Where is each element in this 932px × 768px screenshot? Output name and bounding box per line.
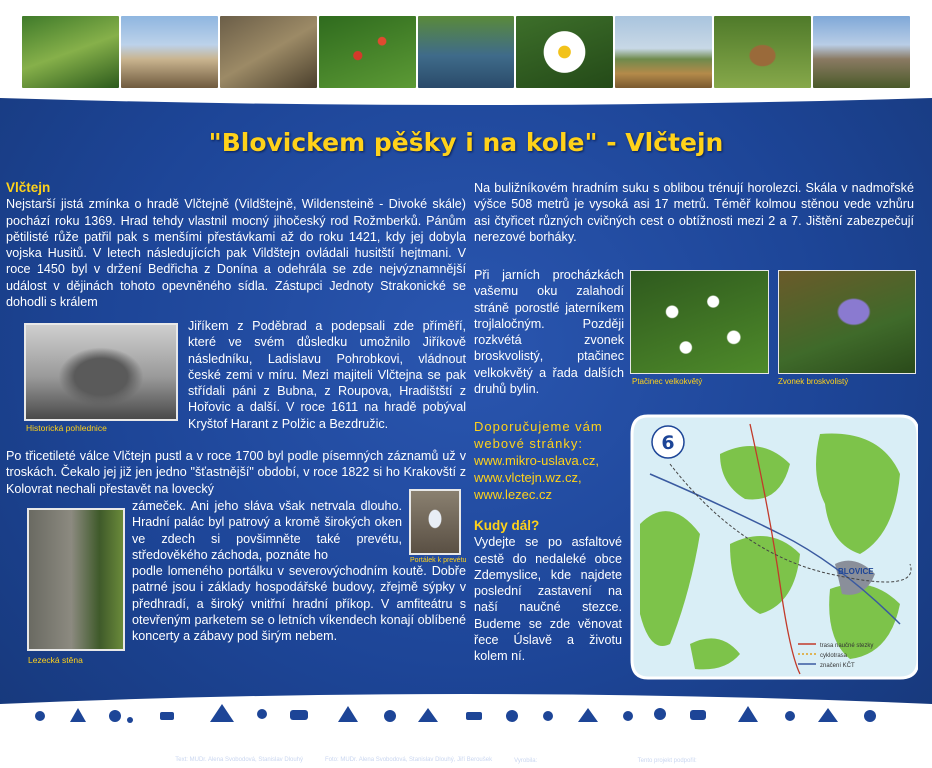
map-stop-number: 6: [661, 432, 675, 454]
next-paragraph: Vydejte se po asfaltové cestě do nedaleké obce Zdemyslice, kde najdete poslední zastavení na naší naučné stezce. Budeme se zde věnovat řece Úslavě a životu kolem ní.: [474, 535, 622, 664]
photo-strip: [22, 16, 910, 88]
history-paragraph-2: Po třicetileté válce Vlčtejn pustl a v roce 1700 byl podle písemných záznamů už v troskách. Čekalo jej již jen jedno "šťastnější" období, v roce 1822 si ho Krakovští z Kolovrat nechali přestavět na lovecký: [6, 449, 466, 496]
trail-map: [630, 414, 918, 680]
recommend-block: [474, 418, 624, 503]
history-paragraph-1: Nejstarší jistá zmínka o hradě Vlčtejně (Vildštejně, Wildensteině - Divoké skále) pochází roku 1369. Hrad tehdy vlastnil mocný jihočeský rod Rožmberků. Pánům pětilisté růže patřil pak s menšími přestávkami až do roku 1421, kdy jej dobyla vojska Husitů. V letech následujících pak Vildštejn ovládali husitští hejtmani. V roce 1450 byl v držení Bedřicha z Donína a odehrála se zde nejvýznamnější událost v dějinách tohoto opevněného sídla. Zástupci Jednoty Strakonické se dohodli s králem: [6, 197, 466, 310]
link-mikro-uslava[interactable]: www.mikro-uslava.cz,: [474, 453, 599, 468]
history-paragraph-2b: zámeček. Ani jeho sláva však netrvala dlouho. Hradní palác byl patrový a kromě širokých oken ve zdech si povšimněte také prevétu, středověkého záchoda, poznáte ho: [132, 499, 402, 562]
map-legend-trail: trasa naučné stezky: [820, 643, 874, 649]
photo-landscape: [615, 16, 712, 88]
credit-text: Text: MUDr. Alena Svobodová, Stanislav Dlouhý: [175, 757, 304, 763]
flower-photo-stellaria: [630, 270, 769, 374]
climbing-wall-photo: [27, 508, 125, 651]
credit-made-label: Vyrobila:: [514, 757, 538, 764]
credit-producer: [514, 757, 616, 764]
next-heading: Kudy dál?: [474, 518, 540, 533]
next-block: [474, 518, 622, 665]
link-vlctejn[interactable]: www.vlctejn.wz.cz,: [474, 470, 582, 485]
flower-photo-campanula: [778, 270, 916, 374]
recommend-text: Doporučujeme vám webové stránky:: [474, 419, 603, 451]
map-legend-kct: značení KČT: [820, 663, 855, 669]
photo-strawberries: [319, 16, 416, 88]
photo-castle-ruin: [813, 16, 910, 88]
caption-flower-1: Ptačinec velkokvětý: [632, 377, 703, 386]
left-column: [6, 180, 466, 310]
historical-postcard-photo: [24, 323, 178, 421]
map-town-label: BLOVICE: [838, 567, 874, 576]
flora-paragraph: Při jarních procházkách vašemu oku zalahodí stráně porostlé jaterníkem trojlaločným. Později rozkvétá zvonek broskvolistý, ptačinec velkokvětý a řada dalších druhů bylin.: [474, 268, 624, 397]
caption-postcard: Historická pohlednice: [26, 423, 107, 433]
credit-photo: Foto: MUDr. Alena Svobodová, Stanislav Dlouhý, Jiří Beroušek: [325, 757, 493, 763]
page-title: "Blovickem pěšky i na kole" - Vlčtejn: [208, 128, 724, 157]
history-paragraph-1b: Jiříkem z Poděbrad a podepsali zde příměří, které ve svém důsledku umožnilo Jiříkově následníku, Ladislavu Pohrobkovi, vládnout české zemi v míru. Mezi majiteli Vlčtejna se pak střídali páni z Bubna, z Roupova, Hradištští z Hořovic a další. V roce 1611 na hradě pobýval Kryštof Harant z Polžic a Bezdružic.: [188, 319, 466, 431]
left-column-wrap-1: [188, 318, 466, 432]
history-paragraph-2c: podle lomeného portálku v severovýchodním koutě. Dobře patrné jsou i základy hospodářské budovy, zřejmě sýpky v předhradí, a široký vnitřní hradní příkop. V amfiteátru s otevřeným parketem se o letních víkendech konají oblíbené koncerty a zábavy pod širým nebem.: [132, 564, 466, 644]
credit-support-label: Tento projekt podpořil:: [637, 757, 697, 764]
photo-deer: [714, 16, 811, 88]
plzensky-kraj-logo: PLZEŇSKÝ KRAJ: [698, 756, 757, 764]
map-legend-cycle: cyklotrasa: [820, 653, 848, 659]
caption-flower-2: Zvonek broskvolistý: [778, 377, 849, 386]
right-column: [474, 180, 914, 245]
credit-support: [638, 757, 757, 764]
flora-column: [474, 267, 624, 397]
photo-wildflowers: [22, 16, 119, 88]
footer-credits: [0, 752, 932, 768]
link-lezec[interactable]: www.lezec.cz: [474, 487, 553, 502]
caption-portal: Portálek k prevétu: [410, 557, 467, 564]
multimedia-activity-logo: MULTIMEDIA ACTIVITY: [538, 756, 616, 764]
photo-chateau: [121, 16, 218, 88]
photo-daisy: [516, 16, 613, 88]
section-heading: Vlčtejn: [6, 180, 51, 195]
portal-photo: [409, 489, 461, 555]
photo-pond: [418, 16, 515, 88]
climbing-paragraph: Na buližníkovém hradním suku s oblibou trénují horolezci. Skála v nadmořské výšce 508 metrů je vysoká asi 17 metrů. Téměř kolmou stěnou vede vzhůru asi čtyřicet různých cvičných cest o obtížnosti mezi 2 a 7. Jištění zabezpečují nerezové borháky.: [474, 181, 914, 244]
left-column-wrap-3: [132, 563, 466, 644]
caption-climbing-wall: Lezecká stěna: [28, 655, 83, 665]
left-column-2: [6, 448, 466, 497]
left-column-wrap-2: [132, 498, 402, 563]
photo-crayfish: [220, 16, 317, 88]
